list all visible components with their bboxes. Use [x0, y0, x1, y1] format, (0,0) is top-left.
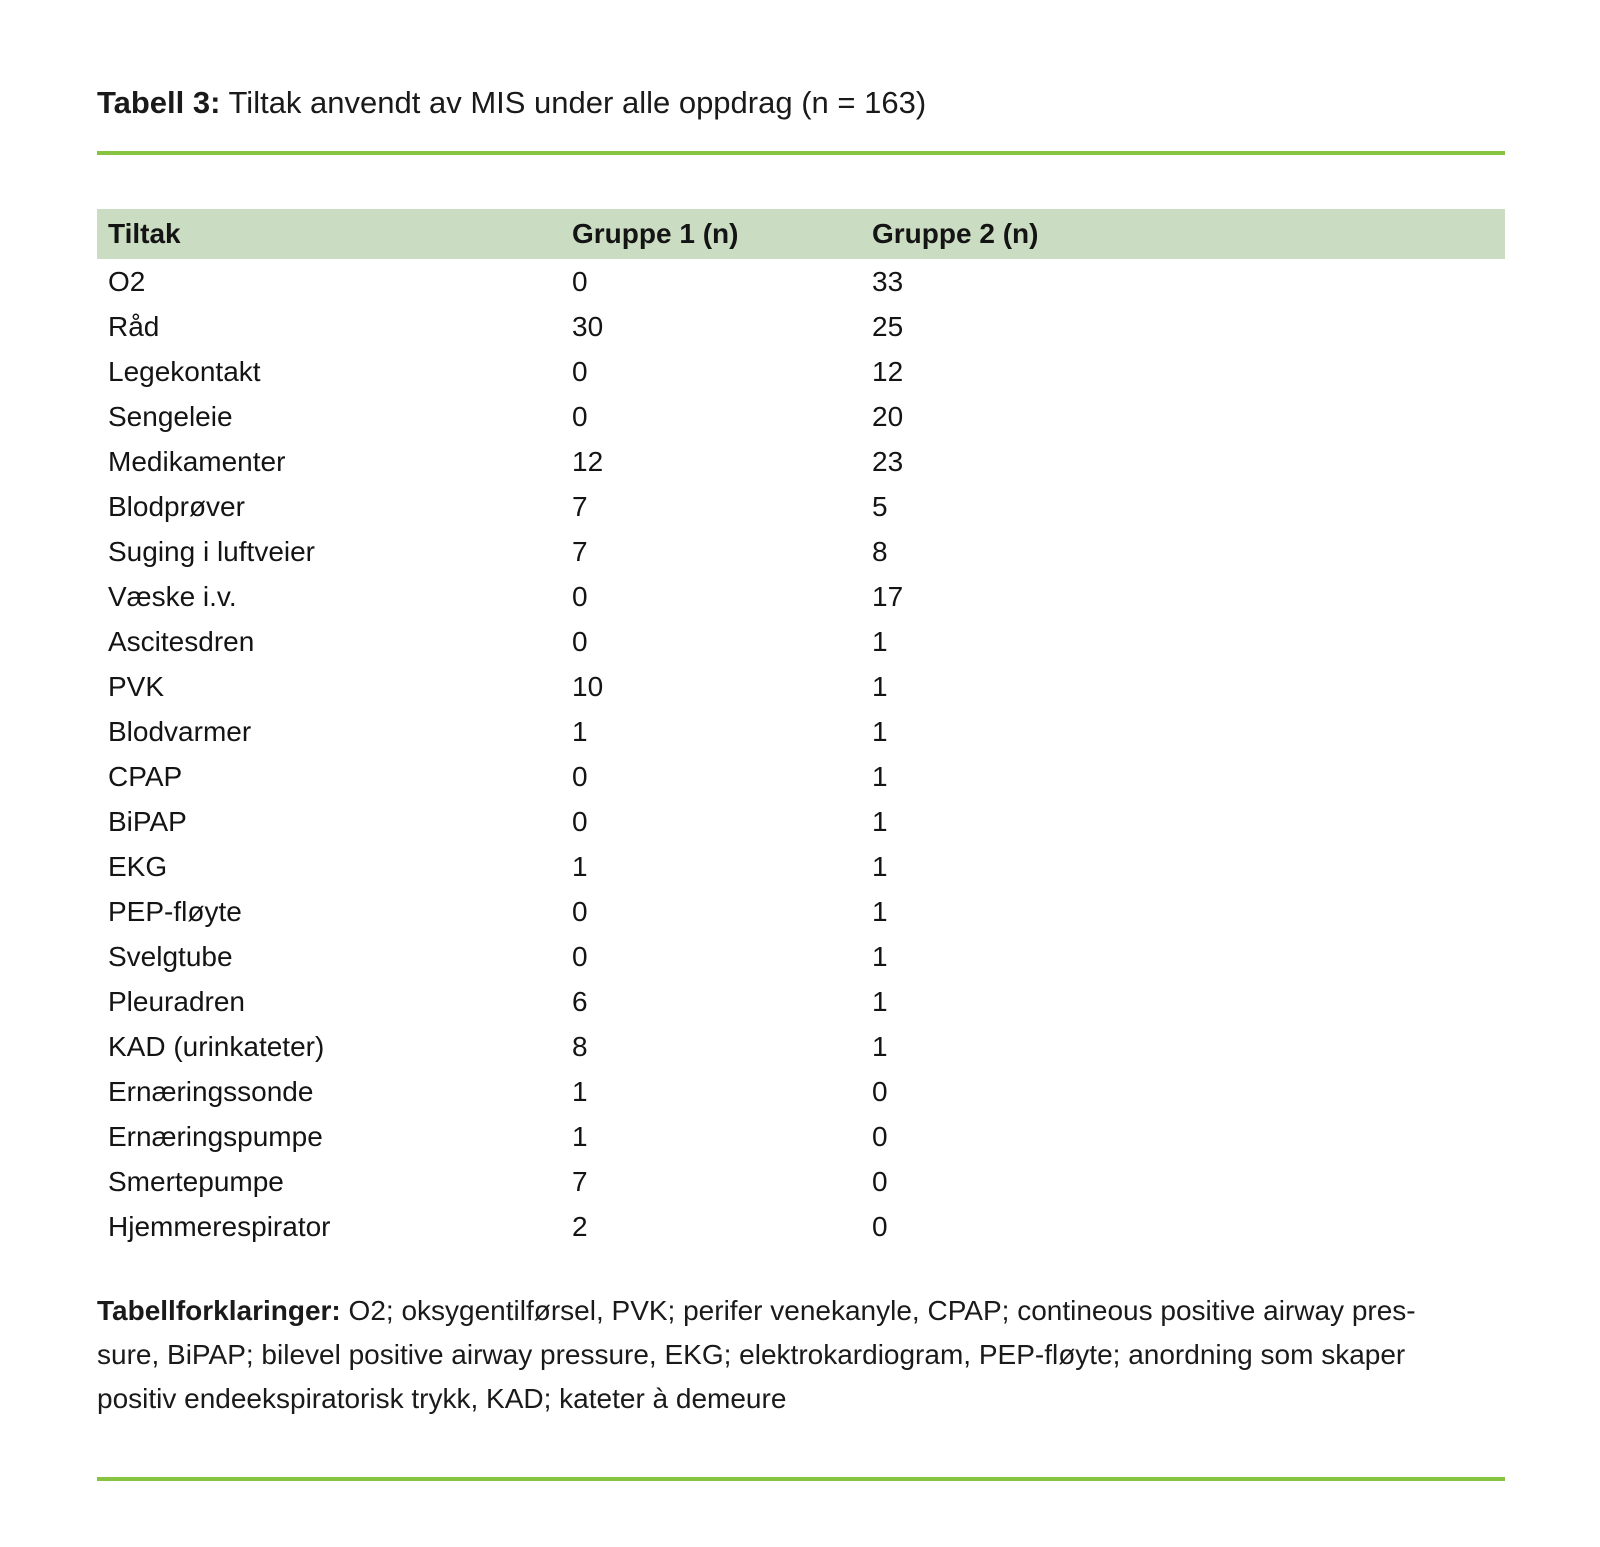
table-caption — [97, 0, 1505, 122]
table-row — [97, 484, 1505, 529]
footnote-line-3: positiv endeekspiratorisk trykk, KAD; kateter à demeure — [97, 1383, 787, 1414]
table-cell: 1 — [861, 844, 1505, 889]
table-footnote — [97, 1289, 1505, 1421]
table-cell: 1 — [861, 799, 1505, 844]
table-cell: 0 — [561, 799, 861, 844]
table-cell: 0 — [861, 1114, 1505, 1159]
table-cell: PEP-fløyte — [97, 889, 561, 934]
table-caption-text: Tiltak anvendt av MIS under alle oppdrag (n = 163) — [220, 85, 927, 120]
table-cell: 17 — [861, 574, 1505, 619]
table-cell: 6 — [561, 979, 861, 1024]
table-cell: 0 — [861, 1159, 1505, 1204]
table-cell: 23 — [861, 439, 1505, 484]
table-cell: 12 — [561, 439, 861, 484]
table-cell: 20 — [861, 394, 1505, 439]
footnote-label: Tabellforklaringer: — [97, 1295, 341, 1326]
table-cell: 33 — [861, 259, 1505, 304]
table-row — [97, 1069, 1505, 1114]
table-cell: 0 — [561, 574, 861, 619]
column-header-gruppe-2: Gruppe 2 (n) — [861, 209, 1505, 259]
table-cell: 25 — [861, 304, 1505, 349]
table-cell: 1 — [861, 889, 1505, 934]
footnote-line-1-text: O2; oksygentilførsel, PVK; perifer venekanyle, CPAP; contineous positive airway pres- — [340, 1295, 1416, 1326]
table-cell: Smertepumpe — [97, 1159, 561, 1204]
table-row — [97, 439, 1505, 484]
table-cell: O2 — [97, 259, 561, 304]
footnote-line-2: sure, BiPAP; bilevel positive airway pressure, EKG; elektrokardiogram, PEP-fløyte; anordning som skaper — [97, 1339, 1406, 1370]
table-row — [97, 304, 1505, 349]
table-cell: 1 — [861, 664, 1505, 709]
table-body — [97, 259, 1505, 1249]
table-row — [97, 934, 1505, 979]
table-cell: 1 — [561, 844, 861, 889]
table-cell: Blodprøver — [97, 484, 561, 529]
table-cell: 2 — [561, 1204, 861, 1249]
table-row — [97, 709, 1505, 754]
table-cell: 0 — [561, 619, 861, 664]
table-row — [97, 844, 1505, 889]
table-cell: 1 — [561, 709, 861, 754]
table-row — [97, 394, 1505, 439]
table-cell: Suging i luftveier — [97, 529, 561, 574]
table-cell: 12 — [861, 349, 1505, 394]
table-cell: 10 — [561, 664, 861, 709]
table-cell: 7 — [561, 1159, 861, 1204]
table-cell: 1 — [861, 979, 1505, 1024]
table-cell: 0 — [861, 1069, 1505, 1114]
table-cell: 1 — [561, 1114, 861, 1159]
table-cell: Pleuradren — [97, 979, 561, 1024]
table-cell: 1 — [861, 709, 1505, 754]
table-row — [97, 1204, 1505, 1249]
table-row — [97, 889, 1505, 934]
top-rule — [97, 151, 1505, 155]
table-cell: 0 — [561, 394, 861, 439]
table-cell: Ernæringssonde — [97, 1069, 561, 1114]
table-row — [97, 349, 1505, 394]
table-cell: CPAP — [97, 754, 561, 799]
table-cell: 0 — [561, 889, 861, 934]
table-cell: EKG — [97, 844, 561, 889]
bottom-rule — [97, 1477, 1505, 1481]
table-row — [97, 664, 1505, 709]
table-cell: BiPAP — [97, 799, 561, 844]
table-caption-label: Tabell 3: — [97, 85, 221, 120]
table-cell: Legekontakt — [97, 349, 561, 394]
table-cell: Råd — [97, 304, 561, 349]
table-cell: 8 — [861, 529, 1505, 574]
table-cell: Ernæringspumpe — [97, 1114, 561, 1159]
table-cell: 0 — [561, 934, 861, 979]
table-row — [97, 754, 1505, 799]
table-header — [97, 209, 1505, 259]
table-row — [97, 619, 1505, 664]
column-header-tiltak: Tiltak — [97, 209, 561, 259]
table-cell: Medikamenter — [97, 439, 561, 484]
table-cell: 5 — [861, 484, 1505, 529]
table-cell: 1 — [861, 754, 1505, 799]
table-cell: Sengeleie — [97, 394, 561, 439]
data-table — [97, 209, 1505, 1249]
table-cell: 7 — [561, 484, 861, 529]
table-row — [97, 799, 1505, 844]
table-cell: 8 — [561, 1024, 861, 1069]
table-cell: PVK — [97, 664, 561, 709]
table-cell: Blodvarmer — [97, 709, 561, 754]
table-cell: 7 — [561, 529, 861, 574]
table-row — [97, 574, 1505, 619]
table-row — [97, 979, 1505, 1024]
table-cell: 0 — [861, 1204, 1505, 1249]
table-row — [97, 1114, 1505, 1159]
table-cell: 30 — [561, 304, 861, 349]
table-cell: KAD (urinkateter) — [97, 1024, 561, 1069]
footnote-line-1 — [97, 1289, 1505, 1333]
table-cell: 0 — [561, 754, 861, 799]
column-header-gruppe-1: Gruppe 1 (n) — [561, 209, 861, 259]
table-cell: 1 — [861, 1024, 1505, 1069]
table-cell: 1 — [561, 1069, 861, 1114]
table-row — [97, 1024, 1505, 1069]
table-cell: Hjemmerespirator — [97, 1204, 561, 1249]
table-cell: Væske i.v. — [97, 574, 561, 619]
table-row — [97, 1159, 1505, 1204]
table-cell: Svelgtube — [97, 934, 561, 979]
table-cell: 1 — [861, 619, 1505, 664]
table-cell: 1 — [861, 934, 1505, 979]
table-row — [97, 529, 1505, 574]
table-cell: 0 — [561, 349, 861, 394]
table-row — [97, 259, 1505, 304]
table-cell: Ascitesdren — [97, 619, 561, 664]
table-cell: 0 — [561, 259, 861, 304]
table-header-row — [97, 209, 1505, 259]
